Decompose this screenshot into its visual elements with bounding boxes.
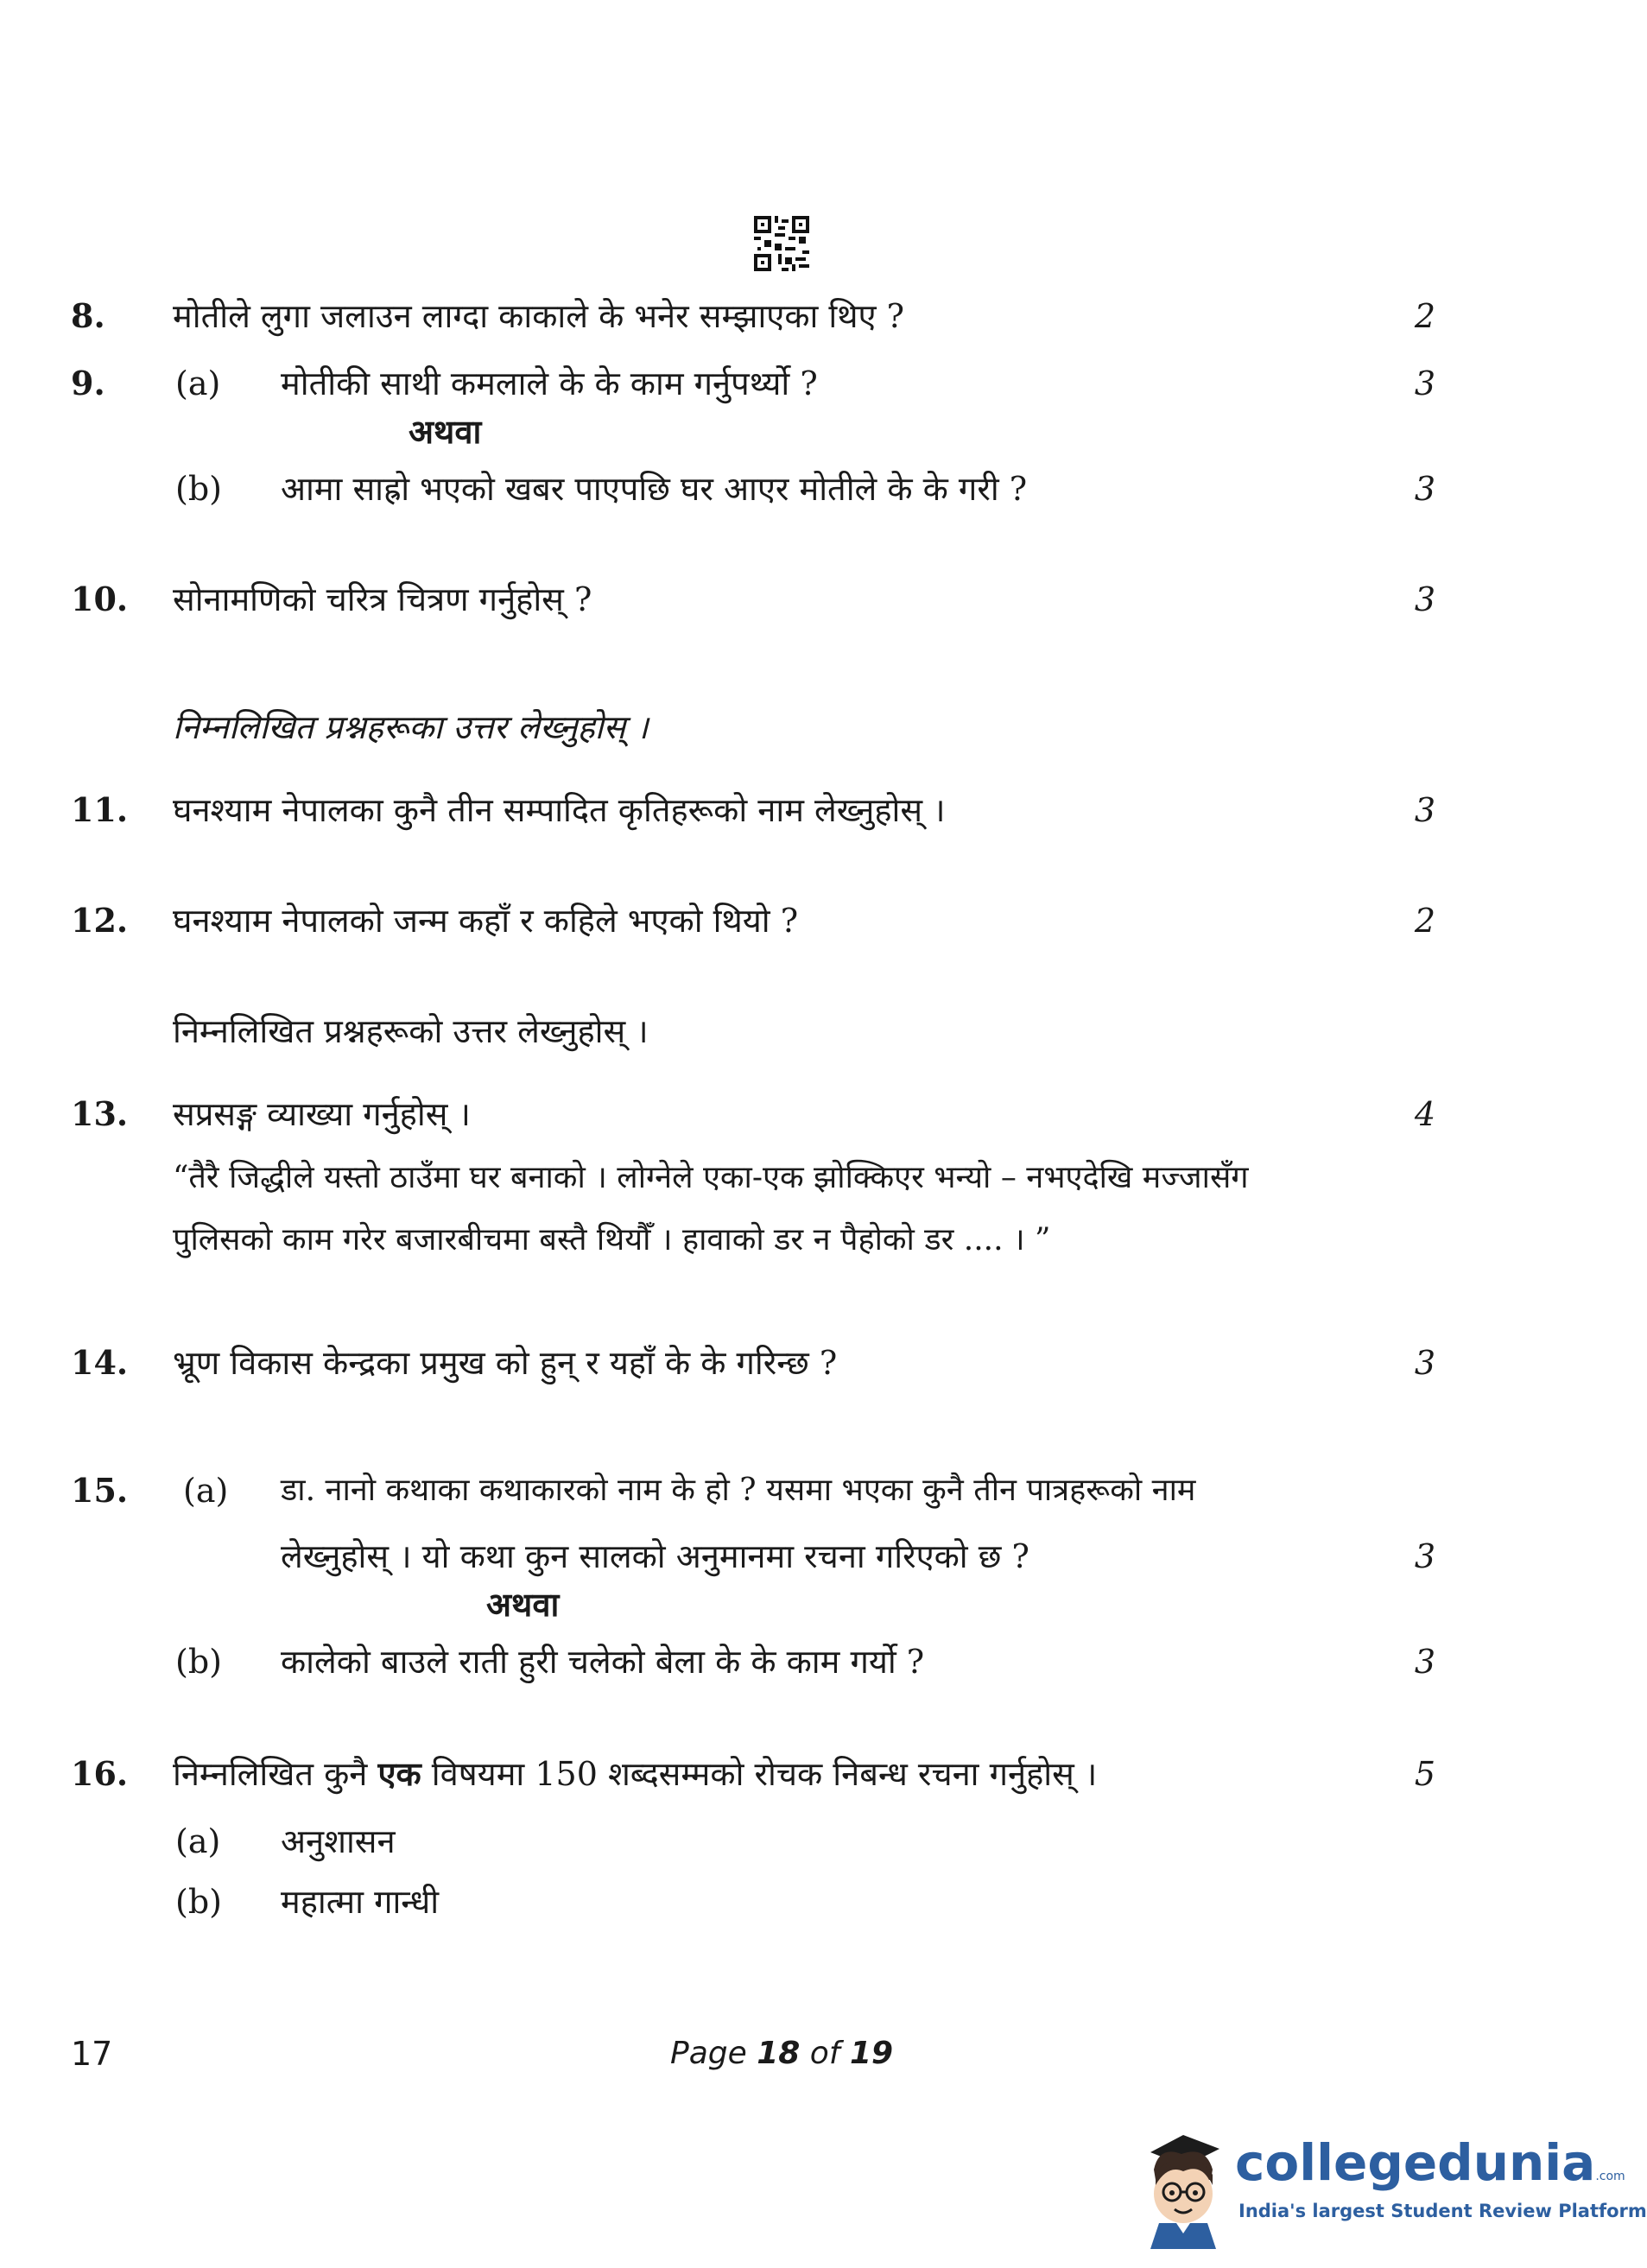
qr-code-icon xyxy=(754,216,809,271)
question-marks: 5 xyxy=(1414,1755,1435,1793)
question-text: घनश्याम नेपालको जन्म कहाँ र कहिले भएको थियो ? xyxy=(173,902,799,940)
brand-domain: .com xyxy=(1595,2170,1625,2183)
or-label: अथवा xyxy=(409,412,482,451)
paper-code: 17 xyxy=(71,2035,113,2073)
question-text-post: विषयमा 150 शब्दसम्मको रोचक निबन्ध रचना गर्नुहोस् । xyxy=(421,1755,1098,1793)
option-text: अनुशासन xyxy=(281,1822,396,1860)
question-number: 14. xyxy=(71,1343,129,1382)
instruction-text: निम्नलिखित प्रश्नहरूका उत्तर लेख्नुहोस् । xyxy=(173,708,649,746)
brand-name xyxy=(1235,2133,1625,2192)
question-number: 15. xyxy=(71,1471,129,1510)
question-number: 11. xyxy=(71,790,129,829)
brand-name-text: collegedunia xyxy=(1235,2133,1596,2192)
question-number: 8. xyxy=(71,296,105,335)
question-marks: 3 xyxy=(1414,1643,1435,1681)
option-label: (b) xyxy=(175,470,222,508)
question-marks: 3 xyxy=(1414,1537,1435,1575)
page-current: 18 xyxy=(757,2036,801,2071)
question-marks: 3 xyxy=(1414,364,1435,402)
page-word: Page xyxy=(670,2036,747,2071)
page-indicator xyxy=(670,2031,893,2076)
instruction-text: निम्नलिखित प्रश्नहरूको उत्तर लेख्नुहोस् । xyxy=(173,1012,649,1050)
question-text xyxy=(173,1752,1097,1796)
collegedunia-logo xyxy=(1133,2114,1647,2261)
option-text: डा. नानो कथाका कथाकारको नाम के हो ? यसमा भएका कुनै तीन पात्रहरूको नाम xyxy=(281,1473,1196,1508)
question-number: 12. xyxy=(71,901,129,940)
quote-text: “तैरै जिद्धीले यस्तो ठाउँमा घर बनाको । लोग्नेले एका-एक झोक्किएर भन्यो – नभएदेखि मज्जासँग xyxy=(173,1160,1249,1195)
or-label: अथवा xyxy=(486,1585,560,1624)
page-of: of xyxy=(809,2036,840,2071)
question-marks: 3 xyxy=(1414,1344,1435,1382)
brand-tagline: India's largest Student Review Platform xyxy=(1238,2201,1647,2221)
mascot-icon xyxy=(1133,2119,1230,2249)
option-text: लेख्नुहोस् । यो कथा कुन सालको अनुमानमा रचना गरिएको छ ? xyxy=(281,1537,1029,1575)
option-text: आमा साह्रो भएको खबर पाएपछि घर आएर मोतीले के के गरी ? xyxy=(281,470,1028,508)
option-text: महात्मा गान्धी xyxy=(281,1883,440,1921)
question-marks: 3 xyxy=(1414,791,1435,829)
question-number: 9. xyxy=(71,364,105,402)
question-number: 16. xyxy=(71,1754,129,1793)
option-label: (a) xyxy=(183,1472,229,1510)
option-label: (a) xyxy=(175,1822,221,1860)
question-number: 13. xyxy=(71,1094,129,1133)
option-label: (b) xyxy=(175,1883,222,1921)
question-marks: 3 xyxy=(1414,580,1435,618)
question-marks: 2 xyxy=(1414,902,1435,940)
question-text-pre: निम्नलिखित कुनै xyxy=(173,1755,378,1793)
question-text: मोतीले लुगा जलाउन लाग्दा काकाले के भनेर सम्झाएका थिए ? xyxy=(173,297,905,335)
option-label: (a) xyxy=(175,364,221,402)
option-text: मोतीकी साथी कमलाले के के काम गर्नुपर्थ्यो ? xyxy=(281,364,818,402)
option-text: कालेको बाउले राती हुरी चलेको बेला के के काम गर्यो ? xyxy=(281,1643,925,1681)
option-label: (b) xyxy=(175,1643,222,1681)
question-marks: 2 xyxy=(1414,297,1435,335)
question-text: घनश्याम नेपालका कुनै तीन सम्पादित कृतिहरूको नाम लेख्नुहोस् । xyxy=(173,791,946,829)
question-text: भ्रूण विकास केन्द्रका प्रमुख को हुन् र यहाँ के के गरिन्छ ? xyxy=(173,1344,838,1382)
question-marks: 3 xyxy=(1414,470,1435,508)
question-text: सोनामणिको चरित्र चित्रण गर्नुहोस् ? xyxy=(173,580,592,618)
page-total: 19 xyxy=(849,2036,894,2071)
question-text-emphasis: एक xyxy=(377,1754,421,1793)
question-number: 10. xyxy=(71,580,129,618)
quote-text: पुलिसको काम गरेर बजारबीचमा बस्तै थियौँ । हावाको डर न पैहोको डर .... । ” xyxy=(173,1222,1051,1258)
question-marks: 4 xyxy=(1414,1095,1435,1133)
question-text: सप्रसङ्ग व्याख्या गर्नुहोस् । xyxy=(173,1095,471,1133)
